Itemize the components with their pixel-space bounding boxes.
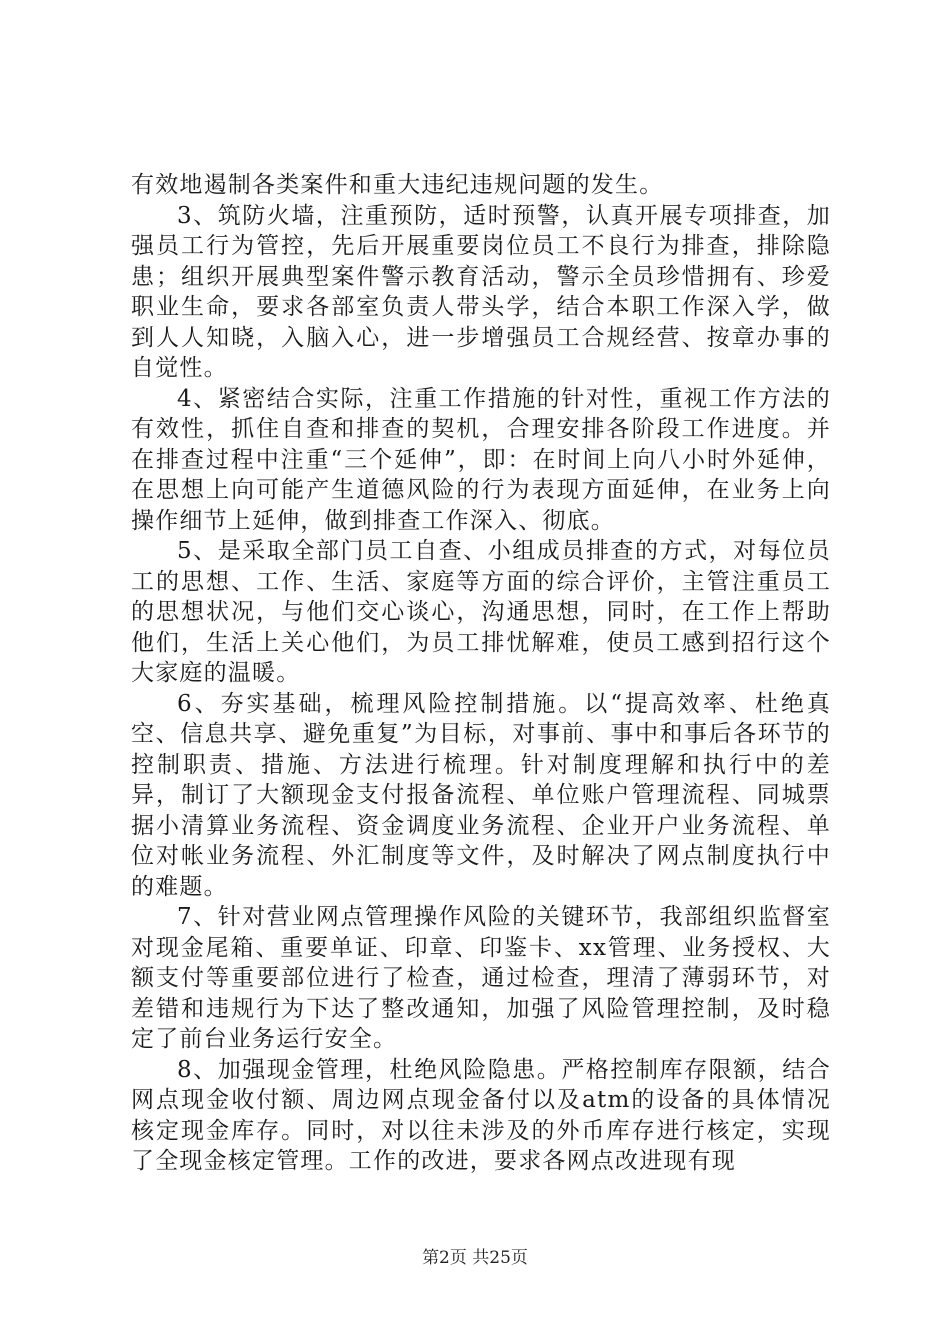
paragraph-item-5: 5、是采取全部门员工自查、小组成员排查的方式，对每位员工的思想、工作、生活、家庭等方面的综合评价，主管注重员工的思想状况，与他们交心谈心，沟通思想，同时，在工作上帮助他们，生活上关心他们，为员工排忧解难，使员工感到招行这个大家庭的温暖。 [131,538,831,686]
paragraph-item-3: 3、筑防火墙，注重预防，适时预警，认真开展专项排查，加强员工行为管控，先后开展重要岗位员工不良行为排查，排除隐患；组织开展典型案件警示教育活动，警示全员珍惜拥有、珍爱职业生命，要求各部室负责人带头学，结合本职工作深入学，做到人人知晓，入脑入心，进一步增强员工合规经营、按章办事的自觉性。 [131,202,831,381]
paragraph-item-4: 4、紧密结合实际，注重工作措施的针对性，重视工作方法的有效性，抓住自查和排查的契机，合理安排各阶段工作进度。并在排查过程中注重“三个延伸”，即：在时间上向八小时外延伸，在思想上向可能产生道德风险的行为表现方面延伸，在业务上向操作细节上延伸，做到排查工作深入、彻底。 [131,385,831,534]
paragraph-item-8: 8、加强现金管理，杜绝风险隐患。严格控制库存限额，结合网点现金收付额、周边网点现金备付以及atm的设备的具体情况核定现金库存。同时，对以往未涉及的外币库存进行核定，实现了全现金核定管理。工作的改进，要求各网点改进现有现 [131,1056,831,1174]
paragraph-item-7: 7、针对营业网点管理操作风险的关键环节，我部组织监督室对现金尾箱、重要单证、印章、印鉴卡、xx管理、业务授权、大额支付等重要部位进行了检查，通过检查，理清了薄弱环节，对差错和违规行为下达了整改通知，加强了风险管理控制，及时稳定了前台业务运行安全。 [131,904,831,1052]
paragraph-item-6: 6、夯实基础，梳理风险控制措施。以“提高效率、杜绝真空、信息共享、避免重复”为目标，对事前、事中和事后各环节的控制职责、措施、方法进行梳理。针对制度理解和执行中的差异，制订了大额现金支付报备流程、单位账户管理流程、同城票据小清算业务流程、资金调度业务流程、企业开户业务流程、单位对帐业务流程、外汇制度等文件，及时解决了网点制度执行中的难题。 [131,690,831,900]
paragraph-continuation: 有效地遏制各类案件和重大违纪违规问题的发生。 [131,172,664,198]
page-number-footer: 第2页 共25页 [422,1248,528,1268]
document-body [131,170,831,1177]
